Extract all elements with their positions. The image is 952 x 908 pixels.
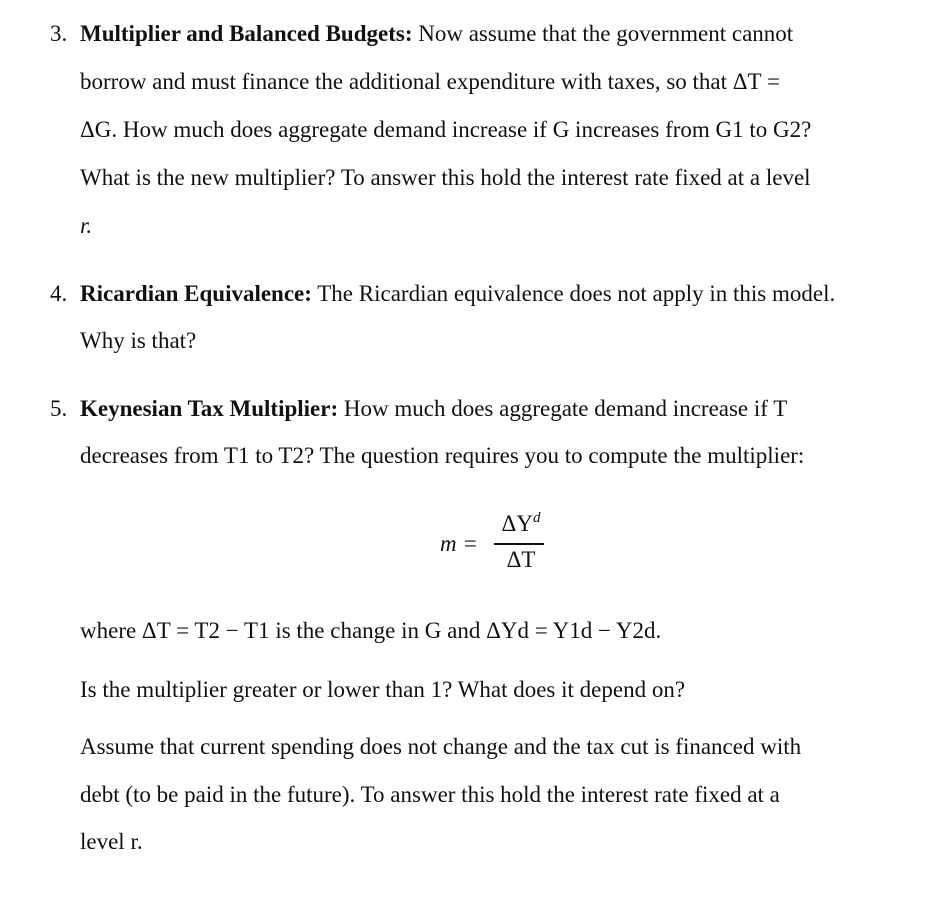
item-4-title: Ricardian Equivalence:	[80, 281, 312, 306]
item-5-text-1: How much does aggregate demand increase if T	[338, 396, 788, 421]
item-5-title: Keynesian Tax Multiplier:	[80, 396, 339, 421]
item-3-line-1	[80, 20, 793, 48]
item-number-5: 5.	[50, 396, 68, 421]
item-4-text-1: The Ricardian equivalence does not apply in this model.	[311, 281, 836, 306]
fraction-bar	[494, 543, 544, 545]
item-3-text-1: Now assume that the government cannot	[412, 21, 794, 46]
equation-lhs: m =	[440, 531, 478, 556]
item-3-line-4: What is the new multiplier? To answer this hold the interest rate fixed at a level	[80, 165, 811, 190]
item-5-line-2: decreases from T1 to T2? The question requires you to compute the multiplier:	[80, 443, 805, 468]
assume-line-2: debt (to be paid in the future). To answer this hold the interest rate fixed at a	[80, 782, 780, 807]
assume-line-3: level r.	[80, 829, 143, 854]
equation-numerator: $\Delta Y^d$	[501, 510, 541, 536]
item-3-title: Multiplier and Balanced Budgets:	[80, 21, 413, 46]
item-number-3: 3.	[50, 21, 68, 46]
item-3-line-2: borrow and must finance the additional expenditure with taxes, so that ΔT =	[80, 69, 780, 94]
item-3-line-5: r.	[80, 213, 93, 238]
assume-line-1: Assume that current spending does not change and the tax cut is financed with	[80, 734, 802, 759]
item-4-line-1	[80, 280, 835, 308]
item-number-4: 4.	[50, 281, 68, 306]
item-4-line-2: Why is that?	[80, 328, 197, 353]
item-3-line-3: ΔG. How much does aggregate demand increase if G increases from G1 to G2?	[80, 117, 812, 142]
where-line: where ΔT = T2 − T1 is the change in G and ΔYd = Y1d − Y2d.	[80, 618, 662, 643]
multiplier-equation	[440, 510, 560, 574]
question-line: Is the multiplier greater or lower than 1? What does it depend on?	[80, 677, 686, 702]
item-5-line-1	[80, 395, 787, 423]
equation-denominator: ΔT	[506, 547, 536, 572]
